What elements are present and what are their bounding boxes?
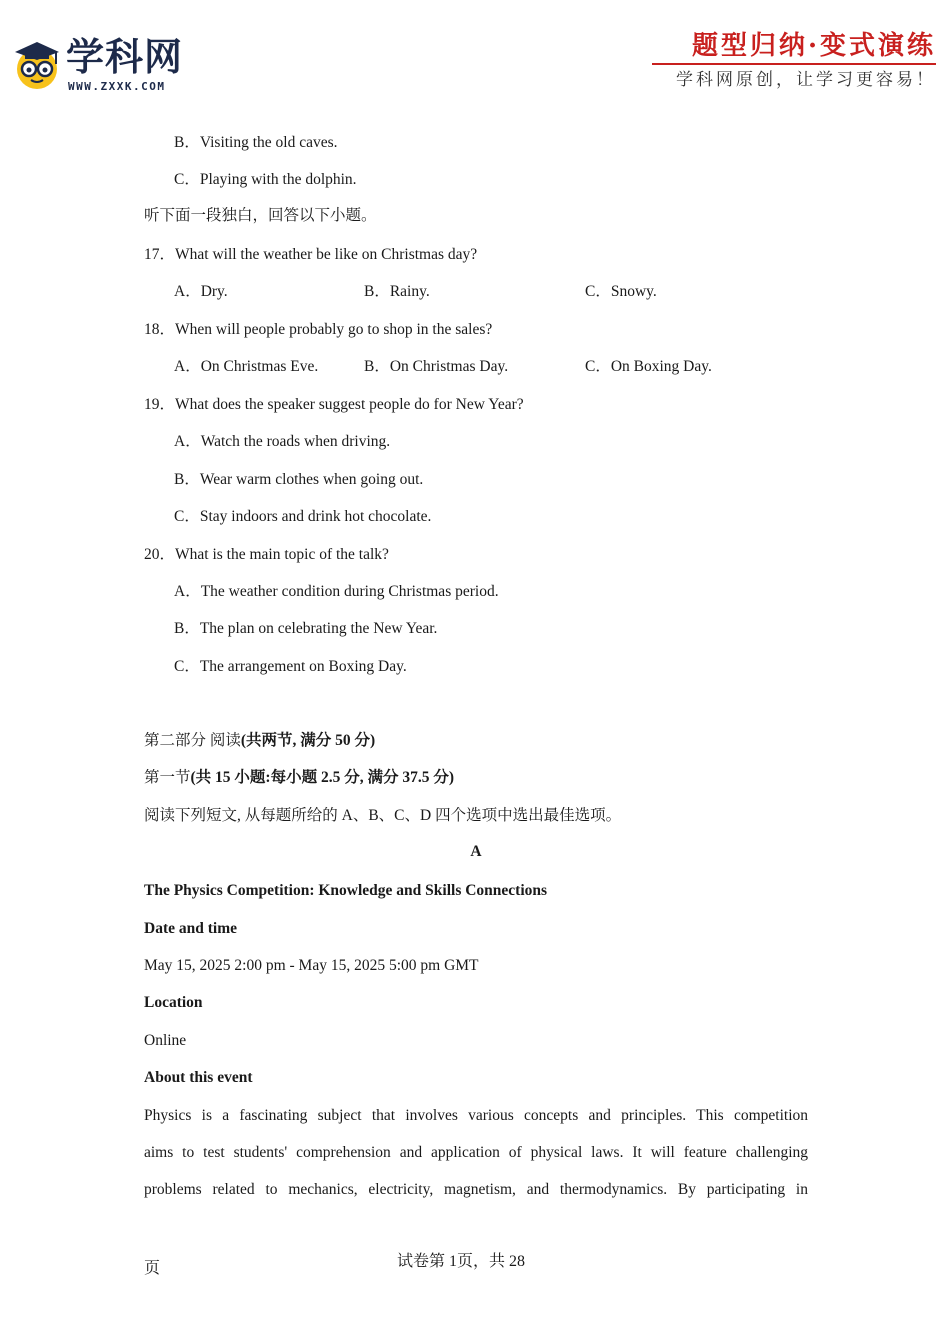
q20-option-a: A．The weather condition during Christmas period. xyxy=(174,583,499,600)
q19-option-a: A．Watch the roads when driving. xyxy=(174,433,391,450)
reading-section-title xyxy=(144,767,454,789)
q18-option-b: B．On Christmas Day. xyxy=(364,358,509,375)
q19-stem: 19．What does the speaker suggest people do for New Year? xyxy=(144,396,524,413)
about-heading: About this event xyxy=(144,1069,253,1086)
q20-option-c: C．The arrangement on Boxing Day. xyxy=(174,658,407,675)
reading-part-title-main: 第二部分 阅读 xyxy=(144,732,241,749)
slogan-sub: 学科网原创，让学习更容易！ xyxy=(676,70,936,90)
graduate-owl-icon xyxy=(12,40,62,90)
zxxk-logo[interactable] xyxy=(12,34,202,94)
q18-option-a: A．On Christmas Eve. xyxy=(174,358,319,375)
header-slogan xyxy=(646,30,936,91)
reading-section-title-main: 第一节 xyxy=(144,769,191,786)
footer-page-suffix: 页 xyxy=(144,1260,161,1277)
location-heading: Location xyxy=(144,994,203,1011)
passage-label: A xyxy=(470,843,482,860)
q17-option-c: C．Snowy. xyxy=(585,283,657,300)
q19-option-b: B．Wear warm clothes when going out. xyxy=(174,471,424,488)
q18-option-c: C．On Boxing Day. xyxy=(585,358,712,375)
q17-option-b: B．Rainy. xyxy=(364,283,430,300)
about-paragraph-line-3: problems related to mechanics, electricity, magnetism, and thermodynamics. By participating in xyxy=(144,1181,808,1198)
slogan-divider xyxy=(652,63,936,65)
logo-url: WWW.ZXXK.COM xyxy=(68,80,166,93)
date-value: May 15, 2025 2:00 pm - May 15, 2025 5:00 pm GMT xyxy=(144,957,479,974)
q18-stem: 18．When will people probably go to shop in the sales? xyxy=(144,321,493,338)
q20-option-b: B．The plan on celebrating the New Year. xyxy=(174,620,438,637)
q20-stem: 20．What is the main topic of the talk? xyxy=(144,546,389,563)
q17-stem: 17．What will the weather be like on Christmas day? xyxy=(144,246,478,263)
reading-part-title-score: (共两节, 满分 50 分) xyxy=(240,732,376,749)
reading-section-title-score: (共 15 小题:每小题 2.5 分, 满分 37.5 分) xyxy=(190,769,455,786)
reading-part-title xyxy=(144,730,375,752)
location-value: Online xyxy=(144,1032,187,1049)
q17-option-a: A．Dry. xyxy=(174,283,228,300)
passage-title: The Physics Competition: Knowledge and Skills Connections xyxy=(144,882,548,899)
slogan-main: 题型归纳·变式演练 xyxy=(691,31,936,61)
page-header xyxy=(0,0,950,110)
listening-instruction: 听下面一段独白，回答以下小题。 xyxy=(144,207,377,224)
footer-page-number: 试卷第 1页，共 28 xyxy=(397,1253,526,1270)
about-paragraph-line-2: aims to test students' comprehension and application of physical laws. It will feature challenging xyxy=(144,1144,808,1161)
q16-option-c: C．Playing with the dolphin. xyxy=(174,171,357,188)
reading-instruction: 阅读下列短文, 从每题所给的 A、B、C、D 四个选项中选出最佳选项。 xyxy=(144,807,622,824)
q16-option-b: B．Visiting the old caves. xyxy=(174,134,338,151)
about-paragraph-line-1: Physics is a fascinating subject that involves various concepts and principles. This competition xyxy=(144,1107,808,1124)
date-heading: Date and time xyxy=(144,920,237,937)
q19-option-c: C．Stay indoors and drink hot chocolate. xyxy=(174,508,432,525)
logo-name: 学科网 xyxy=(66,35,184,79)
